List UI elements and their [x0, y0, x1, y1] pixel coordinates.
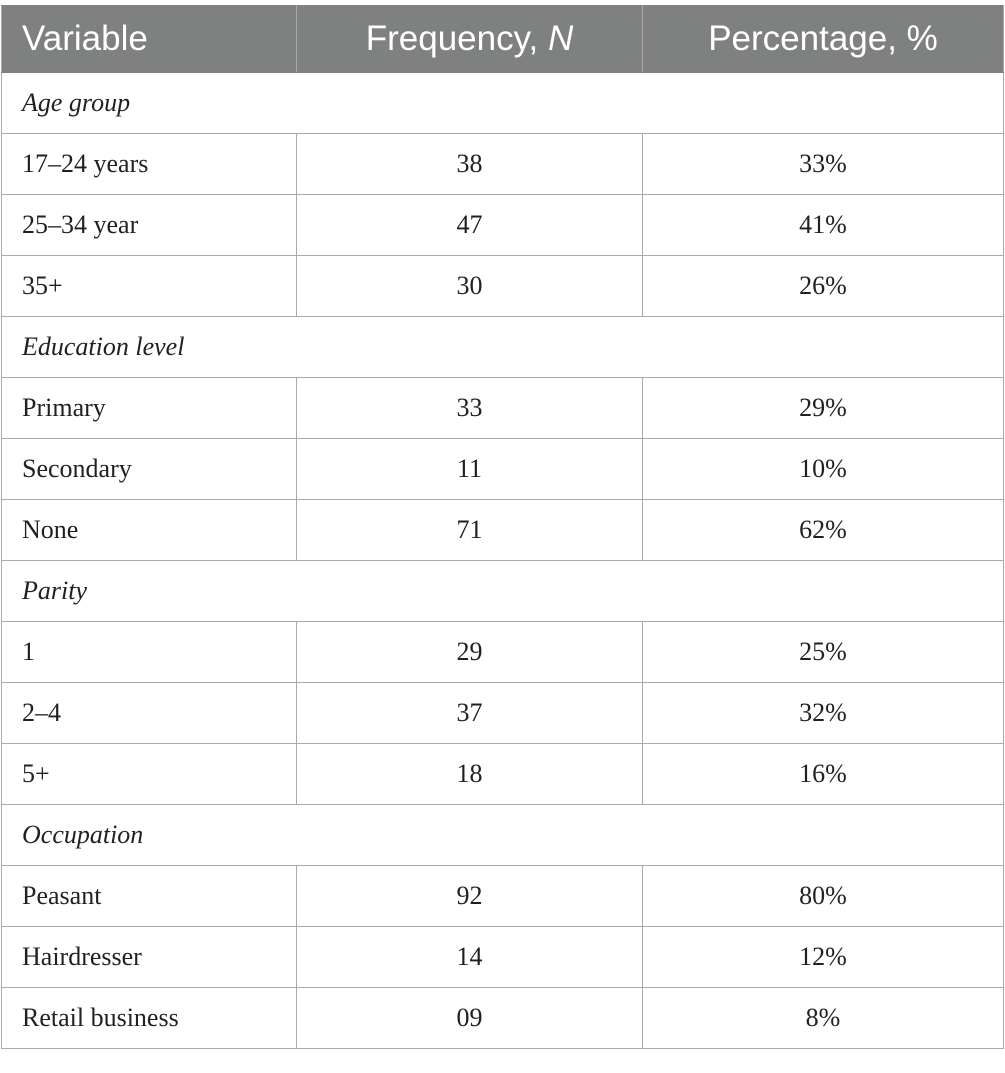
- row-percentage: 26%: [643, 256, 1004, 317]
- group-title: Education level: [2, 317, 1004, 378]
- row-percentage: 29%: [643, 378, 1004, 439]
- table-body: [2, 73, 1004, 1049]
- header-frequency-unit: N: [547, 19, 574, 58]
- table-row: [2, 256, 1004, 317]
- table-row: [2, 927, 1004, 988]
- row-frequency: 92: [297, 866, 643, 927]
- table-row: [2, 439, 1004, 500]
- row-frequency: 47: [297, 195, 643, 256]
- group-row-age-group: [2, 73, 1004, 134]
- row-label: Hairdresser: [2, 927, 297, 988]
- header-variable: Variable: [2, 6, 297, 73]
- row-label: Primary: [2, 378, 297, 439]
- row-label: Peasant: [2, 866, 297, 927]
- row-percentage: 12%: [643, 927, 1004, 988]
- row-frequency: 09: [297, 988, 643, 1049]
- group-row-parity: [2, 561, 1004, 622]
- row-percentage: 10%: [643, 439, 1004, 500]
- group-title: Parity: [2, 561, 1004, 622]
- header-frequency-label: Frequency,: [365, 19, 548, 58]
- row-percentage: 62%: [643, 500, 1004, 561]
- table-header: [2, 6, 1004, 73]
- row-label: 35+: [2, 256, 297, 317]
- row-percentage: 41%: [643, 195, 1004, 256]
- header-row: [2, 6, 1004, 73]
- data-table: [1, 5, 1004, 1049]
- row-label: Secondary: [2, 439, 297, 500]
- row-frequency: 33: [297, 378, 643, 439]
- row-percentage: 80%: [643, 866, 1004, 927]
- row-frequency: 14: [297, 927, 643, 988]
- row-label: 17–24 years: [2, 134, 297, 195]
- row-label: Retail business: [2, 988, 297, 1049]
- header-percentage: Percentage, %: [643, 6, 1004, 73]
- row-frequency: 30: [297, 256, 643, 317]
- row-frequency: 71: [297, 500, 643, 561]
- table-row: [2, 378, 1004, 439]
- header-frequency: [297, 6, 643, 73]
- table-row: [2, 866, 1004, 927]
- row-frequency: 11: [297, 439, 643, 500]
- row-frequency: 38: [297, 134, 643, 195]
- row-percentage: 8%: [643, 988, 1004, 1049]
- row-percentage: 33%: [643, 134, 1004, 195]
- table-row: [2, 195, 1004, 256]
- table-row: [2, 683, 1004, 744]
- table-row: [2, 988, 1004, 1049]
- row-label: 25–34 year: [2, 195, 297, 256]
- table-row: [2, 134, 1004, 195]
- table-row: [2, 744, 1004, 805]
- group-row-education-level: [2, 317, 1004, 378]
- row-percentage: 25%: [643, 622, 1004, 683]
- row-frequency: 18: [297, 744, 643, 805]
- row-label: 5+: [2, 744, 297, 805]
- group-title: Age group: [2, 73, 1004, 134]
- row-label: None: [2, 500, 297, 561]
- row-frequency: 37: [297, 683, 643, 744]
- row-label: 1: [2, 622, 297, 683]
- group-row-occupation: [2, 805, 1004, 866]
- row-frequency: 29: [297, 622, 643, 683]
- group-title: Occupation: [2, 805, 1004, 866]
- table-row: [2, 622, 1004, 683]
- row-percentage: 16%: [643, 744, 1004, 805]
- row-label: 2–4: [2, 683, 297, 744]
- table-row: [2, 500, 1004, 561]
- row-percentage: 32%: [643, 683, 1004, 744]
